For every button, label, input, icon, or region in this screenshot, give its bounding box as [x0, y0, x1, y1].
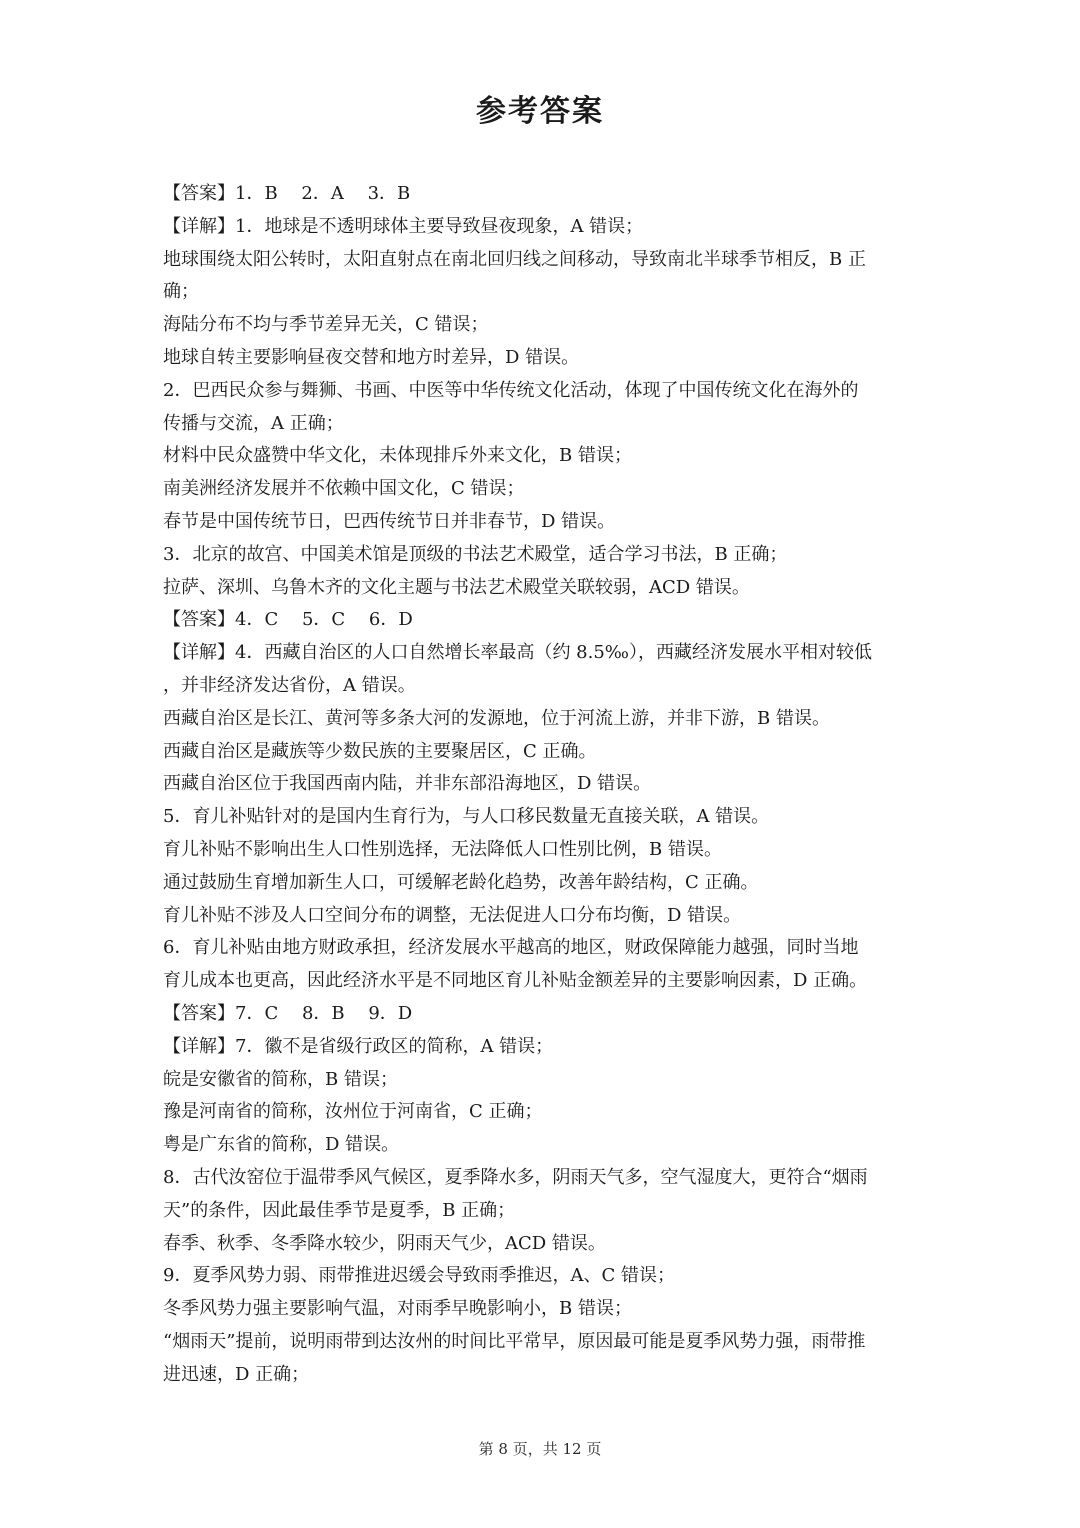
text-line: 春季、秋季、冬季降水较少，阴雨天气少，ACD 错误。 — [163, 1232, 606, 1254]
text-line: 西藏自治区是长江、黄河等多条大河的发源地，位于河流上游，并非下游，B 错误。 — [163, 707, 830, 729]
text-line: 【详解】7．徽不是省级行政区的简称，A 错误； — [163, 1035, 554, 1057]
text-line: 9．夏季风势力弱、雨带推进迟缓会导致雨季推迟，A、C 错误； — [163, 1265, 675, 1287]
text-line: “烟雨天”提前，说明雨带到达汝州的时间比平常早，原因最可能是夏季风势力强，雨带推 — [163, 1330, 866, 1352]
text-line: 材料中民众盛赞中华文化，未体现排斥外来文化，B 错误； — [163, 445, 632, 467]
text-line: 地球围绕太阳公转时，太阳直射点在南北回归线之间移动，导致南北半球季节相反，B 正 — [163, 248, 866, 270]
text-line: 【答案】7．C 8．B 9．D — [163, 1002, 413, 1024]
text-line: 【详解】4．西藏自治区的人口自然增长率最高（约 8.5‰），西藏经济发展水平相对较低 — [163, 642, 872, 664]
text-line: 【详解】1．地球是不透明球体主要导致昼夜现象，A 错误； — [163, 215, 644, 237]
text-line: 【答案】4．C 5．C 6．D — [163, 609, 413, 631]
text-line: 海陆分布不均与季节差异无关，C 错误； — [163, 314, 489, 336]
text-line: 拉萨、深圳、乌鲁木齐的文化主题与书法艺术殿堂关联较弱，ACD 错误。 — [163, 576, 750, 598]
text-line: 2．巴西民众参与舞狮、书画、中医等中华传统文化活动，体现了中国传统文化在海外的 — [163, 379, 859, 401]
text-line: 地球自转主要影响昼夜交替和地方时差异，D 错误。 — [163, 346, 580, 368]
text-line: 5．育儿补贴针对的是国内生育行为，与人口移民数量无直接关联，A 错误。 — [163, 806, 770, 828]
text-line: 6．育儿补贴由地方财政承担，经济发展水平越高的地区，财政保障能力越强，同时当地 — [163, 937, 859, 959]
text-line: 3．北京的故宫、中国美术馆是顶级的书法艺术殿堂，适合学习书法，B 正确； — [163, 543, 788, 565]
text-line: 育儿成本也更高，因此经济水平是不同地区育儿补贴金额差异的主要影响因素，D 正确。 — [163, 970, 868, 992]
text-line: 传播与交流，A 正确； — [163, 412, 344, 434]
text-line: 西藏自治区位于我国西南内陆，并非东部沿海地区，D 错误。 — [163, 773, 652, 795]
text-line: 皖是安徽省的简称，B 错误； — [163, 1068, 398, 1090]
page-title: 参考答案 — [476, 94, 604, 129]
text-line: 确； — [163, 281, 199, 303]
text-line: 8．古代汝窑位于温带季风气候区，夏季降水多，阴雨天气多，空气湿度大，更符合“烟雨 — [163, 1166, 868, 1188]
text-line: 粤是广东省的简称，D 错误。 — [163, 1134, 400, 1156]
text-line: 育儿补贴不影响出生人口性别选择，无法降低人口性别比例，B 错误。 — [163, 838, 722, 860]
text-line: 通过鼓励生育增加新生人口，可缓解老龄化趋势，改善年龄结构，C 正确。 — [163, 871, 759, 893]
page-number-footer: 第 8 页，共 12 页 — [478, 1440, 602, 1458]
text-line: 冬季风势力强主要影响气温，对雨季早晚影响小，B 错误； — [163, 1298, 632, 1320]
text-line: 育儿补贴不涉及人口空间分布的调整，无法促进人口分布均衡，D 错误。 — [163, 904, 742, 926]
text-line: 春节是中国传统节日，巴西传统节日并非春节，D 错误。 — [163, 510, 616, 532]
text-line: 南美洲经济发展并不依赖中国文化，C 错误； — [163, 478, 525, 500]
text-line: 豫是河南省的简称，汝州位于河南省，C 正确； — [163, 1101, 543, 1123]
text-line: ，并非经济发达省份，A 错误。 — [163, 674, 416, 696]
text-line: 进迅速，D 正确； — [163, 1363, 310, 1385]
answer-body — [163, 178, 913, 1391]
text-line: 天”的条件，因此最佳季节是夏季，B 正确； — [163, 1199, 516, 1221]
text-line: 西藏自治区是藏族等少数民族的主要聚居区，C 正确。 — [163, 740, 597, 762]
text-line: 【答案】1．B 2．A 3．B — [163, 183, 411, 204]
